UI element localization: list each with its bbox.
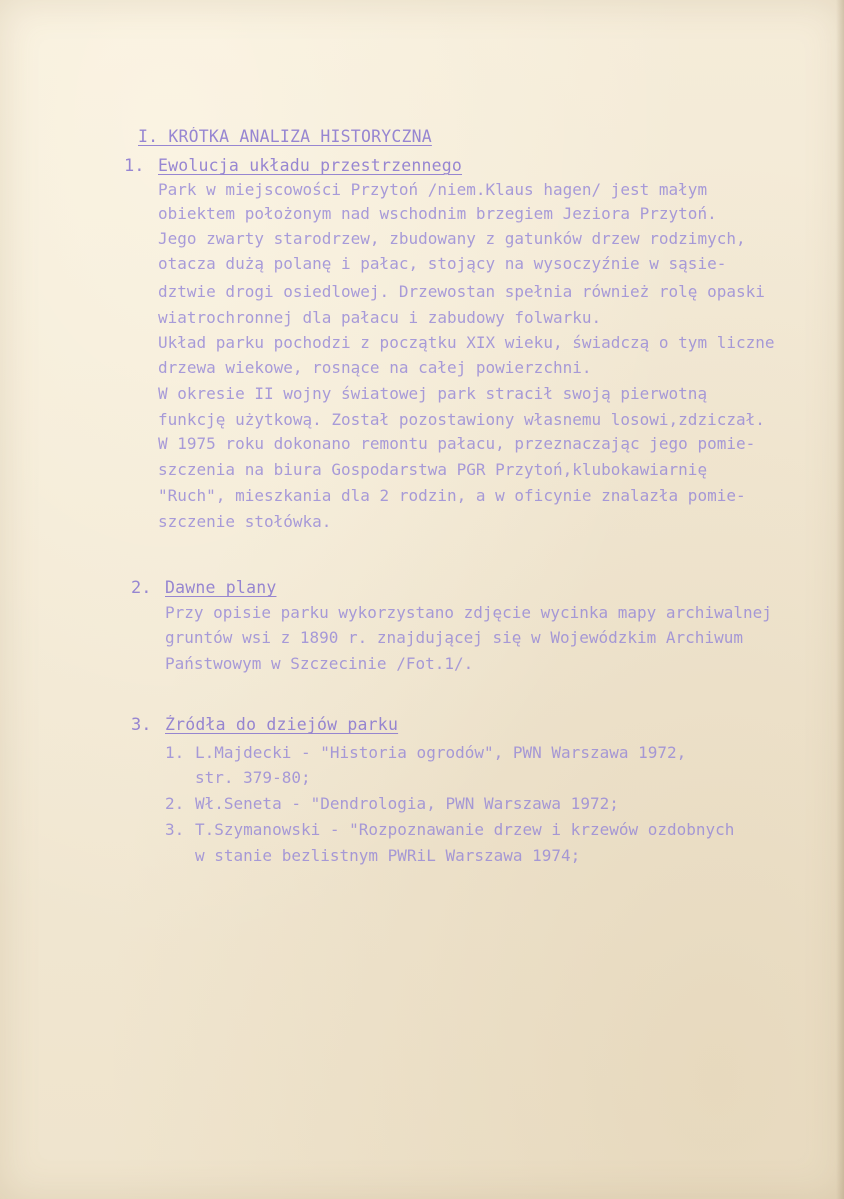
section-1-line: otacza dużą polanę i pałac, stojący na wysoczyźnie w sąsie-	[158, 254, 727, 273]
section-2-line: Państwowym w Szczecinie /Fot.1/.	[165, 654, 474, 673]
source-item-number: 1.	[165, 743, 185, 762]
section-3-title: Źródła do dziejów parku	[165, 715, 399, 734]
section-2-line: gruntów wsi z 1890 r. znajdującej się w Wojewódzkim Archiwum	[165, 628, 743, 647]
section-2-number: 2.	[131, 578, 152, 598]
section-1-line: wiatrochronnej dla pałacu i zabudowy folwarku.	[158, 308, 602, 327]
section-1-line: drzewa wiekowe, rosnące na całej powierzchni.	[158, 358, 592, 377]
section-3-number: 3.	[131, 715, 152, 735]
section-1-line: Park w miejscowości Przytoń /niem.Klaus hagen/ jest małym	[158, 180, 708, 199]
section-1-line: szczenia na biura Gospodarstwa PGR Przytoń,klubokawiarnię	[158, 460, 708, 479]
section-1-line: obiektem położonym nad wschodnim brzegiem Jeziora Przytoń.	[158, 204, 717, 223]
section-1-line: W okresie II wojny światowej park stracił swoją pierwotną	[158, 384, 708, 403]
source-item-text: w stanie bezlistnym PWRiL Warszawa 1974;	[195, 846, 581, 865]
section-1-line: funkcję użytkową. Został pozostawiony własnemu losowi,zdziczał.	[158, 410, 765, 429]
section-1-line: Jego zwarty starodrzew, zbudowany z gatunków drzew rodzimych,	[158, 229, 746, 248]
section-1-line: Układ parku pochodzi z początku XIX wieku, świadczą o tym liczne	[158, 333, 775, 352]
paper-edge-shadow	[836, 0, 844, 1199]
section-2-title: Dawne plany	[165, 578, 277, 597]
section-1-line: szczenie stołówka.	[158, 512, 332, 531]
section-1-line: W 1975 roku dokonano remontu pałacu, przeznaczając jego pomie-	[158, 434, 756, 453]
source-item-text: str. 379-80;	[195, 768, 311, 787]
source-item-text: L.Majdecki - "Historia ogrodów", PWN Warszawa 1972,	[195, 743, 687, 762]
section-2-line: Przy opisie parku wykorzystano zdjęcie wycinka mapy archiwalnej	[165, 603, 772, 622]
source-item-text: Wł.Seneta - "Dendrologia, PWN Warszawa 1972;	[195, 794, 619, 813]
section-1-title: Ewolucja układu przestrzennego	[158, 156, 463, 175]
source-item-number: 3.	[165, 820, 185, 839]
document-heading: I. KRÓTKA ANALIZA HISTORYCZNA	[138, 127, 432, 146]
source-item-text: T.Szymanowski - "Rozpoznawanie drzew i krzewów ozdobnych	[195, 820, 735, 839]
section-1-line: "Ruch", mieszkania dla 2 rodzin, a w oficynie znalazła pomie-	[158, 486, 746, 505]
section-1-line: dztwie drogi osiedlowej. Drzewostan spełnia również rolę opaski	[158, 282, 765, 301]
section-1-number: 1.	[124, 156, 145, 176]
source-item-number: 2.	[165, 794, 185, 813]
